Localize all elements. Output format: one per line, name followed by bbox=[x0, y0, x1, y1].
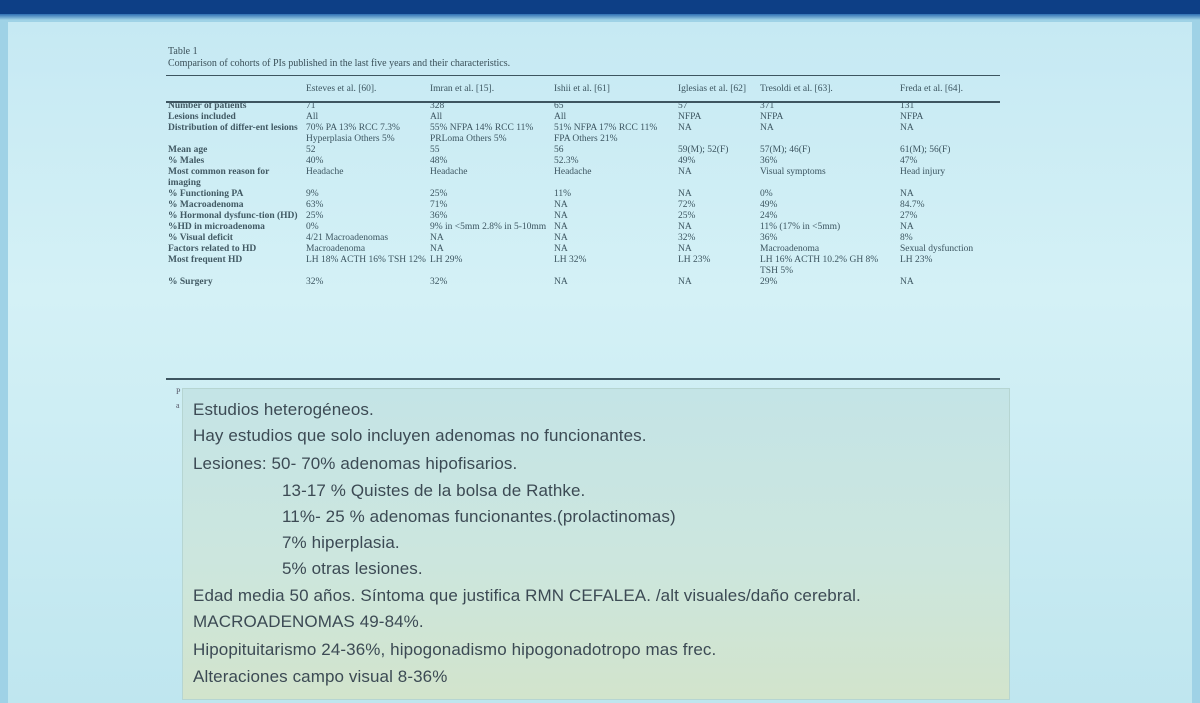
table-cell: NFPA bbox=[900, 112, 924, 122]
table-row bbox=[166, 277, 1000, 288]
table-cell: 25% bbox=[678, 211, 696, 221]
row-label: Most frequent HD bbox=[168, 255, 243, 265]
table-row bbox=[166, 255, 1000, 277]
table-cell: Headache bbox=[306, 167, 344, 177]
table-cell: LH 32% bbox=[554, 255, 587, 265]
table-cell: NA bbox=[678, 244, 692, 254]
column-header: Esteves et al. [60]. bbox=[306, 84, 377, 94]
column-header: Tresoldi et al. [63]. bbox=[760, 84, 833, 94]
table-cell: 0% bbox=[760, 189, 773, 199]
summary-line: Estudios heterogéneos. bbox=[193, 400, 374, 419]
table-cell: 8% bbox=[900, 233, 913, 243]
table-cell: 52 bbox=[306, 145, 316, 155]
table-cell: 27% bbox=[900, 211, 918, 221]
table-cell: NA bbox=[678, 167, 692, 177]
table-cell: 9% in <5mm 2.8% in 5-10mm bbox=[430, 222, 547, 232]
summary-line: Lesiones: 50- 70% adenomas hipofisarios. bbox=[193, 454, 518, 473]
table-cell: 55 bbox=[430, 145, 440, 155]
table-top-rule bbox=[166, 75, 1000, 76]
table-cell: NA bbox=[678, 189, 692, 199]
table-bottom-rule bbox=[166, 378, 1000, 380]
header-blank bbox=[166, 84, 304, 101]
summary-subline: 7% hiperplasia. bbox=[282, 533, 400, 552]
table-row bbox=[166, 200, 1000, 211]
table-cell: 49% bbox=[678, 156, 696, 166]
table-row bbox=[166, 156, 1000, 167]
column-header: Iglesias et al. [62] bbox=[678, 84, 747, 94]
table-cell: 84.7% bbox=[900, 200, 925, 210]
table-cell: 56 bbox=[554, 145, 564, 155]
table-cell: 32% bbox=[430, 277, 448, 287]
table-cell: NA bbox=[678, 222, 692, 232]
table-cell: 71 bbox=[306, 101, 316, 111]
table-cell: 11% (17% in <5mm) bbox=[760, 222, 841, 232]
table-cell: NA bbox=[900, 277, 914, 287]
table-cell: 57(M); 46(F) bbox=[760, 145, 811, 155]
cohort-table bbox=[166, 84, 1000, 288]
summary-line: Hipopituitarismo 24-36%, hipogonadismo hipogonadotropo mas frec. bbox=[193, 640, 717, 659]
table-cell: NFPA bbox=[678, 112, 702, 122]
footnote-mark: P bbox=[176, 387, 181, 396]
table-cell: Visual symptoms bbox=[760, 167, 826, 177]
footnote-mark: a bbox=[176, 401, 180, 410]
table-caption: Comparison of cohorts of PIs published in the last five years and their characteristics. bbox=[168, 58, 511, 69]
table-row bbox=[166, 233, 1000, 244]
table-title: Table 1 bbox=[168, 46, 198, 57]
table-row bbox=[166, 167, 1000, 189]
row-label: % Macroadenoma bbox=[168, 200, 244, 210]
table-cell: Head injury bbox=[900, 167, 946, 177]
table-cell: NA bbox=[900, 222, 914, 232]
table-row bbox=[166, 145, 1000, 156]
row-label: %HD in microadenoma bbox=[168, 222, 265, 232]
row-label: % Visual deficit bbox=[168, 233, 233, 243]
table-cell: 72% bbox=[678, 200, 696, 210]
row-label: % Hormonal dysfunc-tion (HD) bbox=[168, 211, 298, 221]
table-cell: LH 23% bbox=[900, 255, 933, 265]
projector-top-bar bbox=[0, 0, 1200, 14]
table-cell: 29% bbox=[760, 277, 778, 287]
table-cell: 59(M); 52(F) bbox=[678, 145, 729, 155]
table-cell: 55% NFPA 14% RCC 11% PRLoma Others 5% bbox=[430, 123, 534, 144]
table-cell: 131 bbox=[900, 101, 915, 111]
table-cell: 36% bbox=[760, 156, 778, 166]
table-cell: Macroadenoma bbox=[760, 244, 820, 254]
summary-subline: 5% otras lesiones. bbox=[282, 559, 423, 578]
table-cell: 52.3% bbox=[554, 156, 579, 166]
row-label: Distribution of differ-ent lesions bbox=[168, 123, 298, 133]
table-cell: 49% bbox=[760, 200, 778, 210]
table-cell: NA bbox=[760, 123, 774, 133]
table-cell: NA bbox=[554, 244, 568, 254]
summary-line: Edad media 50 años. Síntoma que justifica RMN CEFALEA. /alt visuales/daño cerebral. bbox=[193, 586, 861, 605]
table-row bbox=[166, 101, 1000, 112]
table-cell: 63% bbox=[306, 200, 324, 210]
table-row bbox=[166, 244, 1000, 255]
table-cell: NA bbox=[554, 233, 568, 243]
table-cell: NA bbox=[554, 211, 568, 221]
table-cell: 25% bbox=[306, 211, 324, 221]
summary-line: Hay estudios que solo incluyen adenomas no funcionantes. bbox=[193, 426, 647, 445]
table-cell: LH 16% ACTH 10.2% GH 8% TSH 5% bbox=[760, 255, 879, 276]
table-row bbox=[166, 222, 1000, 233]
table-cell: NA bbox=[900, 123, 914, 133]
table-cell: 57 bbox=[678, 101, 688, 111]
column-header: Ishii et al. [61] bbox=[554, 84, 610, 94]
table-row bbox=[166, 112, 1000, 123]
table-cell: 71% bbox=[430, 200, 448, 210]
row-label: % Males bbox=[168, 156, 205, 166]
table-cell: NA bbox=[554, 222, 568, 232]
row-label: Lesions included bbox=[168, 112, 236, 122]
table-cell: 36% bbox=[430, 211, 448, 221]
table-cell: LH 18% ACTH 16% TSH 12% bbox=[306, 255, 426, 265]
table-cell: NA bbox=[554, 277, 568, 287]
table-cell: LH 29% bbox=[430, 255, 463, 265]
table-cell: 32% bbox=[306, 277, 324, 287]
table-cell: 61(M); 56(F) bbox=[900, 145, 951, 155]
table-cell: 371 bbox=[760, 101, 775, 111]
table-cell: 328 bbox=[430, 101, 445, 111]
table-cell: 47% bbox=[900, 156, 918, 166]
table-cell: NA bbox=[900, 189, 914, 199]
table-cell: 65 bbox=[554, 101, 564, 111]
table-cell: 11% bbox=[554, 189, 572, 199]
table-cell: 24% bbox=[760, 211, 778, 221]
table-cell: NFPA bbox=[760, 112, 784, 122]
row-label: % Surgery bbox=[168, 277, 213, 287]
table-cell: All bbox=[306, 112, 319, 122]
column-header: Imran et al. [15]. bbox=[430, 84, 495, 94]
table-cell: 70% PA 13% RCC 7.3% Hyperplasia Others 5% bbox=[306, 123, 400, 144]
column-header: Freda et al. [64]. bbox=[900, 84, 964, 94]
table-cell: NA bbox=[678, 277, 692, 287]
table-cell: Macroadenoma bbox=[306, 244, 366, 254]
table-cell: 25% bbox=[430, 189, 448, 199]
table-header-row bbox=[166, 84, 1000, 101]
table-cell: Headache bbox=[554, 167, 592, 177]
table-cell: All bbox=[554, 112, 567, 122]
table-cell: NA bbox=[554, 200, 568, 210]
row-label: Factors related to HD bbox=[168, 244, 257, 254]
row-label: % Functioning PA bbox=[168, 189, 244, 199]
table-cell: 9% bbox=[306, 189, 319, 199]
table-cell: 40% bbox=[306, 156, 324, 166]
table-row bbox=[166, 211, 1000, 222]
table-row bbox=[166, 123, 1000, 145]
summary-line: Alteraciones campo visual 8-36% bbox=[193, 667, 448, 686]
table-cell: 36% bbox=[760, 233, 778, 243]
table-cell: 4/21 Macroadenomas bbox=[306, 233, 389, 243]
summary-line: MACROADENOMAS 49-84%. bbox=[193, 612, 424, 631]
summary-subline: 13-17 % Quistes de la bolsa de Rathke. bbox=[282, 481, 586, 500]
table-cell: 0% bbox=[306, 222, 319, 232]
table-cell: 32% bbox=[678, 233, 696, 243]
row-label: Mean age bbox=[168, 145, 208, 155]
table-cell: 48% bbox=[430, 156, 448, 166]
table-cell: All bbox=[430, 112, 443, 122]
table-cell: 51% NFPA 17% RCC 11% FPA Others 21% bbox=[554, 123, 658, 144]
table-row bbox=[166, 189, 1000, 200]
table-cell: LH 23% bbox=[678, 255, 711, 265]
table-cell: NA bbox=[430, 244, 444, 254]
table-cell: Headache bbox=[430, 167, 468, 177]
table-cell: NA bbox=[430, 233, 444, 243]
table-cell: Sexual dysfunction bbox=[900, 244, 974, 254]
summary-subline: 11%- 25 % adenomas funcionantes.(prolactinomas) bbox=[282, 507, 676, 526]
table-cell: NA bbox=[678, 123, 692, 133]
row-label: Most common reason for imaging bbox=[168, 167, 270, 188]
row-label: Number of patients bbox=[168, 101, 247, 111]
